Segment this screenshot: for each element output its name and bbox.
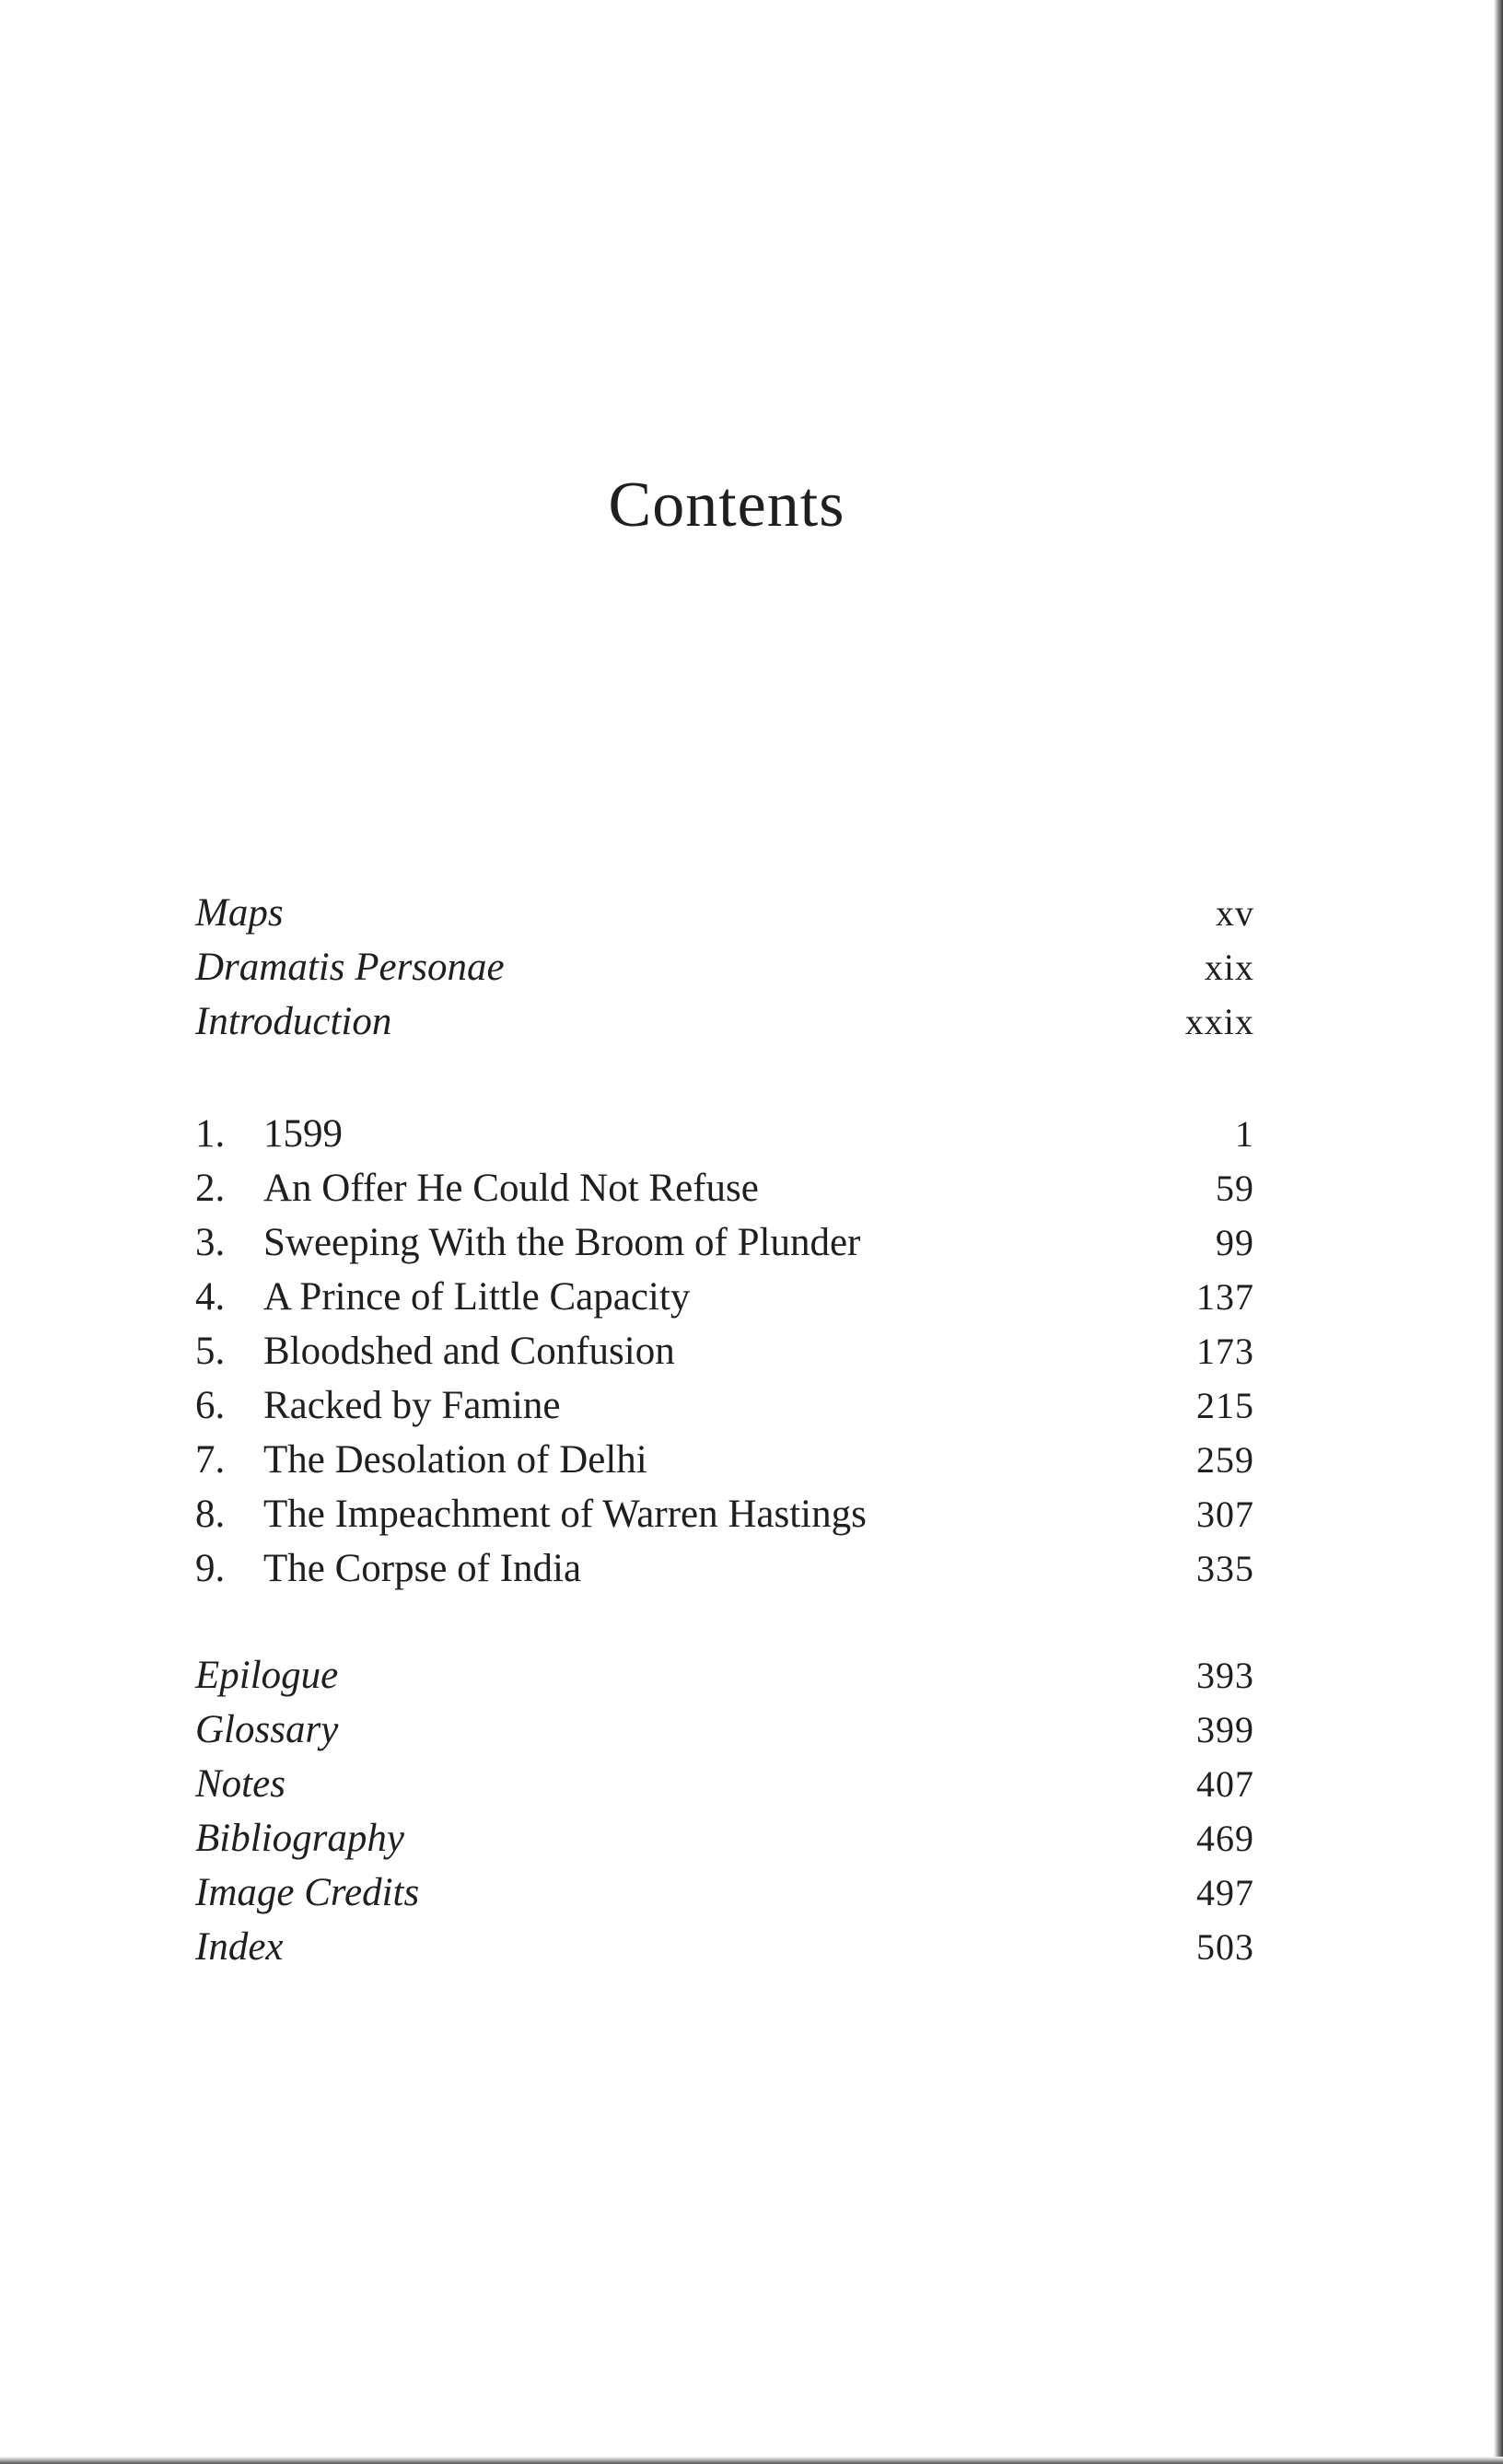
chapter-number: 5. <box>195 1330 226 1373</box>
entry-page-number: 259 <box>1196 1439 1254 1481</box>
chapter-number: 2. <box>195 1167 226 1210</box>
toc-entry-index[interactable] <box>195 1920 1254 1974</box>
entry-title: The Impeachment of Warren Hastings <box>263 1493 867 1536</box>
entry-page-number: 497 <box>1196 1872 1254 1913</box>
chapter-number: 1. <box>195 1112 226 1156</box>
toc-entry-chapter-3[interactable] <box>195 1215 1254 1270</box>
entry-page-number: 307 <box>1196 1494 1254 1535</box>
entry-title: Sweeping With the Broom of Plunder <box>263 1221 861 1264</box>
chapter-list <box>195 1107 1254 1596</box>
toc-entry-chapter-1[interactable] <box>195 1107 1254 1161</box>
toc-entry-introduction[interactable] <box>195 994 1254 1049</box>
chapter-number: 7. <box>195 1438 226 1482</box>
chapter-number: 6. <box>195 1384 226 1427</box>
chapter-number: 4. <box>195 1275 226 1319</box>
entry-title: 1599 <box>263 1112 343 1156</box>
entry-title: Image Credits <box>195 1871 420 1914</box>
entry-page-number: 1 <box>1235 1113 1254 1155</box>
entry-title: Bloodshed and Confusion <box>263 1330 675 1373</box>
entry-page-number: 99 <box>1216 1222 1254 1263</box>
toc-entry-chapter-9[interactable] <box>195 1541 1254 1596</box>
chapter-number: 8. <box>195 1493 226 1536</box>
entry-title: Bibliography <box>195 1817 404 1860</box>
toc-entry-chapter-8[interactable] <box>195 1487 1254 1541</box>
entry-page-number: 137 <box>1196 1276 1254 1318</box>
chapter-number: 3. <box>195 1221 226 1264</box>
toc-entry-chapter-2[interactable] <box>195 1161 1254 1215</box>
toc-entry-notes[interactable] <box>195 1757 1254 1811</box>
entry-page-number: 407 <box>1196 1763 1254 1805</box>
entry-page-number: 393 <box>1196 1655 1254 1696</box>
entry-page-number: 173 <box>1196 1331 1254 1372</box>
toc-entry-maps[interactable] <box>195 886 1254 940</box>
entry-page-number: 215 <box>1196 1385 1254 1426</box>
toc-entry-chapter-7[interactable] <box>195 1433 1254 1487</box>
entry-title: Epilogue <box>195 1654 339 1697</box>
entry-page-number: xv <box>1216 892 1254 934</box>
entry-title: Introduction <box>195 1000 392 1043</box>
entry-page-number: xxix <box>1184 1001 1254 1042</box>
toc-entry-bibliography[interactable] <box>195 1811 1254 1865</box>
entry-page-number: 335 <box>1196 1548 1254 1589</box>
toc-entry-dramatis-personae[interactable] <box>195 940 1254 994</box>
toc-entry-chapter-5[interactable] <box>195 1324 1254 1378</box>
entry-page-number: 59 <box>1216 1168 1254 1209</box>
back-matter-list <box>195 1648 1254 1974</box>
entry-title: Maps <box>195 891 284 935</box>
front-matter-list <box>195 886 1254 1049</box>
entry-title: The Desolation of Delhi <box>263 1438 647 1482</box>
entry-title: Index <box>195 1925 284 1969</box>
entry-title: Glossary <box>195 1708 339 1751</box>
page-title: Contents <box>608 469 845 540</box>
page-edge-right <box>1494 0 1503 2464</box>
entry-page-number: xix <box>1204 947 1254 988</box>
toc-entry-chapter-6[interactable] <box>195 1378 1254 1433</box>
toc-entry-chapter-4[interactable] <box>195 1270 1254 1324</box>
toc-entry-glossary[interactable] <box>195 1703 1254 1757</box>
entry-title: Dramatis Personae <box>195 946 505 989</box>
entry-title: Racked by Famine <box>263 1384 561 1427</box>
entry-page-number: 399 <box>1196 1709 1254 1750</box>
entry-title: A Prince of Little Capacity <box>263 1275 691 1319</box>
entry-title: The Corpse of India <box>263 1547 582 1590</box>
entry-title: Notes <box>195 1762 285 1806</box>
entry-page-number: 469 <box>1196 1818 1254 1859</box>
entry-page-number: 503 <box>1196 1926 1254 1968</box>
toc-entry-image-credits[interactable] <box>195 1865 1254 1920</box>
entry-title: An Offer He Could Not Refuse <box>263 1167 759 1210</box>
chapter-number: 9. <box>195 1547 226 1590</box>
page-edge-bottom <box>0 2457 1503 2464</box>
toc-entry-epilogue[interactable] <box>195 1648 1254 1703</box>
